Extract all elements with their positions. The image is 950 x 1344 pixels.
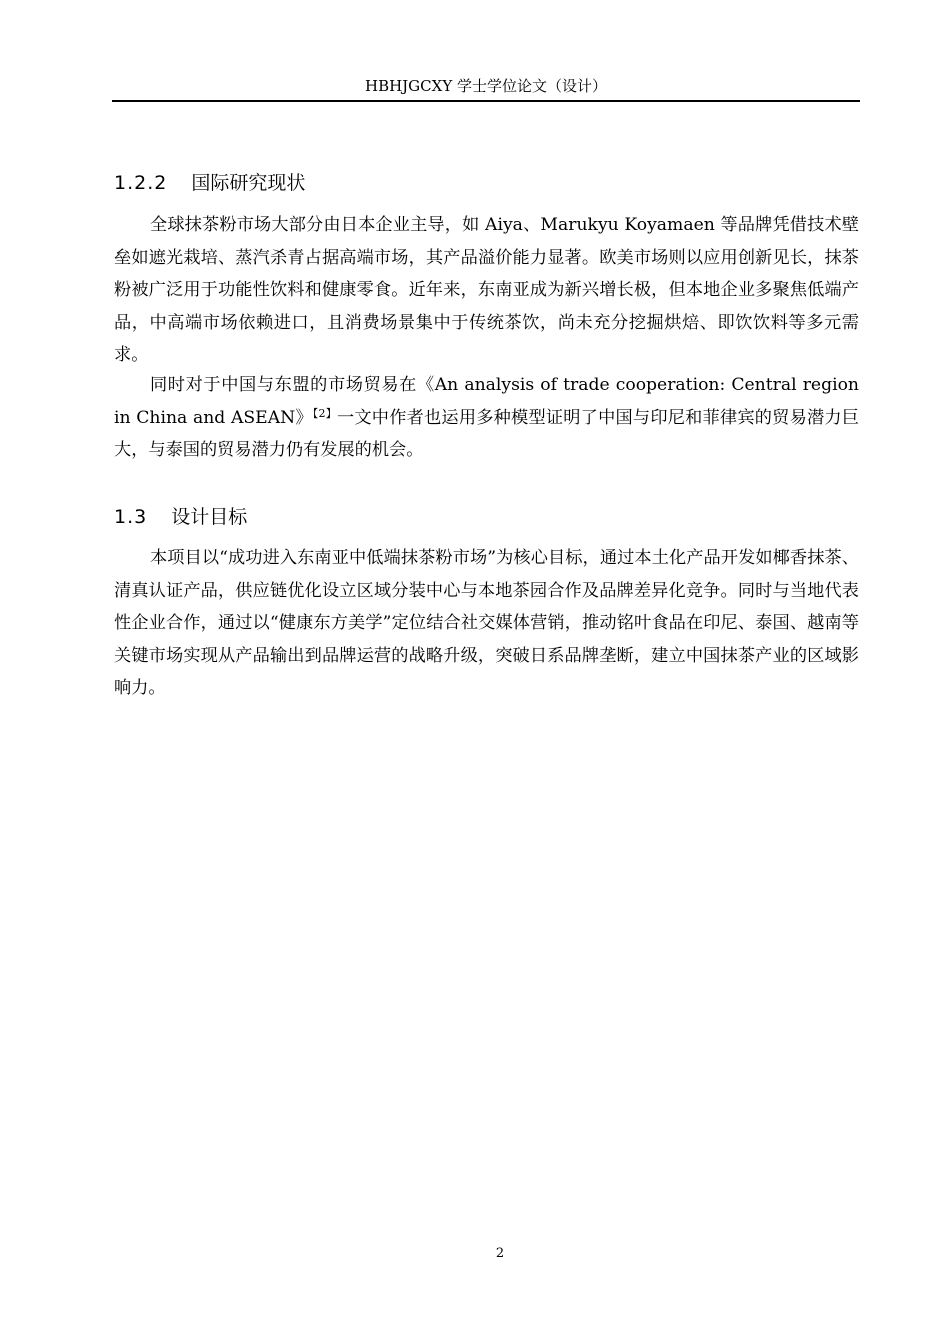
page-number: 2 [495,1246,505,1261]
header-divider [112,100,860,102]
section-number: 1.2.2 [114,172,168,194]
section-number: 1.3 [114,506,148,528]
paragraph-text: 同时对于中国与东盟的市场贸易在《An analysis of trade cooperation: Central region in China and ASEAN》 [114,375,859,428]
paragraph-china-asean-trade [114,369,859,467]
section-title: 设计目标 [171,506,248,528]
citation-marker: 【2】 [312,406,337,420]
paragraph-text: 一文中作者也运用多种模型证明了中国与印尼和菲律宾的贸易潜力巨大，与泰国的贸易潜力仍有发展的机会。 [114,407,860,460]
paragraph-design-goals: 本项目以“成功进入东南亚中低端抹茶粉市场”为核心目标，通过本土化产品开发如椰香抹茶、清真认证产品，供应链优化设立区域分装中心与本地茶园合作及品牌差异化竞争。同时与当地代表性企业合作，通过以“健康东方美学”定位结合社交媒体营销，推动铭叶食品在印尼、泰国、越南等关键市场实现从产品输出到品牌运营的战略升级，突破日系品牌垄断，建立中国抹茶产业的区域影响力。 [114,548,859,698]
section-heading-1-2-2 [114,171,305,195]
page-header [112,76,860,96]
paragraph-international-research: 全球抹茶粉市场大部分由日本企业主导，如 Aiya、Marukyu Koyamaen 等品牌凭借技术壁垒如遮光栽培、蒸汽杀青占据高端市场，其产品溢价能力显著。欧美市场则以应用创新见长，抹茶粉被广泛用于功能性饮料和健康零食。近年来，东南亚成为新兴增长极，但本地企业多聚焦低端产品，中高端市场依赖进口，且消费场景集中于传统茶饮，尚未充分挖掘烘焙、即饮饮料等多元需求。 [114,215,859,365]
section-heading-1-3 [114,505,247,529]
header-title: HBHJGCXY 学士学位论文（设计） [364,77,607,95]
section-title: 国际研究现状 [191,172,306,194]
